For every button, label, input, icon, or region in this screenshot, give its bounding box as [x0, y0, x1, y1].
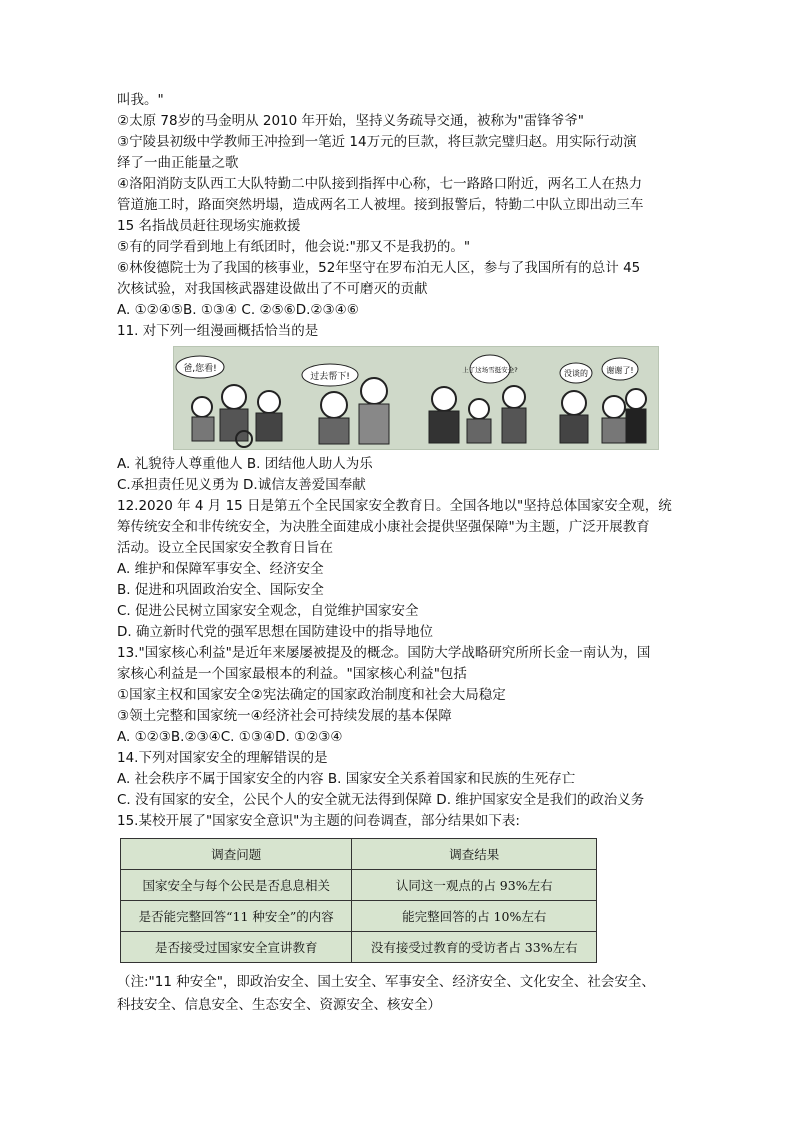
comic-panel-4: [560, 389, 646, 443]
survey-result: 没有接受过教育的受访者占 33%左右: [352, 932, 597, 963]
comic-bubble-2: 过去帮下!: [310, 372, 350, 382]
survey-result: 认同这一观点的占 93%左右: [352, 870, 597, 901]
text-line: 叫我。": [117, 92, 164, 108]
text-line: 15 名指战员赶往现场实施救援: [117, 218, 301, 234]
text-line: C. 没有国家的安全，公民个人的安全就无法得到保障 D. 维护国家安全是我们的政治义务: [117, 792, 645, 808]
comic-panel-1: [192, 385, 282, 447]
table-row: [121, 901, 597, 932]
survey-note-line: （注:"11 种安全"，即政治安全、国土安全、军事安全、经济安全、文化安全、社会安全、: [117, 974, 655, 990]
question-block-top: [117, 90, 687, 342]
survey-question: 国家安全与每个公民是否息息相关: [121, 870, 352, 901]
text-line: ④洛阳消防支队西工大队特勤二中队接到指挥中心称，七一路路口附近，两名工人在热力: [117, 176, 643, 192]
survey-note: [117, 971, 687, 1017]
comic-strip: [173, 346, 659, 450]
survey-header-question: 调查问题: [121, 839, 352, 870]
text-line: A. 社会秩序不属于国家安全的内容 B. 国家安全关系着国家和民族的生死存亡: [117, 771, 576, 787]
survey-result: 能完整回答的占 10%左右: [352, 901, 597, 932]
comic-panel-3: [429, 386, 526, 443]
text-line: B. 促进和巩固政治安全、国际安全: [117, 582, 324, 598]
text-line: ①国家主权和国家安全②宪法确定的国家政治制度和社会大局稳定: [117, 687, 506, 703]
text-line: 次核试验，对我国核武器建设做出了不可磨灭的贡献: [117, 281, 428, 297]
comic-panel-2: [319, 378, 389, 444]
text-line: A. 维护和保障军事安全、经济安全: [117, 561, 324, 577]
text-line: 11. 对下列一组漫画概括恰当的是: [117, 323, 319, 339]
comic-bubble-5: 谢谢了!: [606, 366, 634, 375]
text-line: 管道施工时，路面突然坍塌，造成两名工人被埋。接到报警后，特勤二中队立即出动三车: [117, 197, 644, 213]
text-line: ⑤有的同学看到地上有纸团时，他会说:"那又不是我扔的。": [117, 239, 471, 255]
text-line: 14.下列对国家安全的理解错误的是: [117, 750, 328, 766]
text-line: C.承担责任见义勇为 D.诚信友善爱国奉献: [117, 477, 366, 493]
text-line: A. ①②③B.②③④C. ①③④D. ①②③④: [117, 729, 343, 745]
exam-page: [117, 90, 687, 1017]
text-line: 活动。设立全民国家安全教育日旨在: [117, 540, 333, 556]
survey-note-line: 科技安全、信息安全、生态安全、资源安全、核安全）: [117, 997, 441, 1013]
text-line: ③领土完整和国家统一④经济社会可持续发展的基本保障: [117, 708, 452, 724]
text-line: ②太原 78岁的马金明从 2010 年开始，坚持义务疏导交通，被称为"雷锋爷爷": [117, 113, 584, 129]
text-line: 15.某校开展了"国家安全意识"为主题的问卷调查，部分结果如下表:: [117, 813, 520, 829]
text-line: 12.2020 年 4 月 15 日是第五个全民国家安全教育日。全国各地以"坚持总体国家安全观，统: [117, 498, 672, 514]
survey-question: 是否接受过国家安全宣讲教育: [121, 932, 352, 963]
comic-bubble-3: 上了这场雪挺安全?: [462, 366, 518, 374]
text-line: D. 确立新时代党的强军思想在国防建设中的指导地位: [117, 624, 433, 640]
question-block-mid: [117, 454, 687, 832]
table-row: [121, 932, 597, 963]
survey-table: [120, 838, 597, 963]
text-line: A. ①②④⑤B. ①③④ C. ②⑤⑥D.②③④⑥: [117, 302, 359, 318]
survey-header-result: 调查结果: [352, 839, 597, 870]
text-line: 筹传统安全和非传统安全，为决胜全面建成小康社会提供坚强保障"为主题，广泛开展教育: [117, 519, 650, 535]
text-line: C. 促进公民树立国家安全观念，自觉维护国家安全: [117, 603, 419, 619]
survey-question: 是否能完整回答“11 种安全”的内容: [121, 901, 352, 932]
text-line: 13."国家核心利益"是近年来屡屡被提及的概念。国防大学战略研究所所长金一南认为，国: [117, 645, 651, 661]
text-line: A. 礼貌待人尊重他人 B. 团结他人助人为乐: [117, 456, 373, 472]
comic-illustration: [174, 347, 658, 449]
text-line: ⑥林俊德院士为了我国的核事业，52年坚守在罗布泊无人区，参与了我国所有的总计 45: [117, 260, 641, 276]
comic-bubble-4: 没谈的: [564, 369, 588, 378]
text-line: 绎了一曲正能量之歌: [117, 155, 239, 171]
text-line: ③宁陵县初级中学教师王冲捡到一笔近 14万元的巨款，将巨款完璧归赵。用实际行动演: [117, 134, 637, 150]
table-row: [121, 870, 597, 901]
comic-bubble-1: 爸,您看!: [183, 364, 217, 374]
survey-header-row: [121, 839, 597, 870]
text-line: 家核心利益是一个国家最根本的利益。"国家核心利益"包括: [117, 666, 467, 682]
